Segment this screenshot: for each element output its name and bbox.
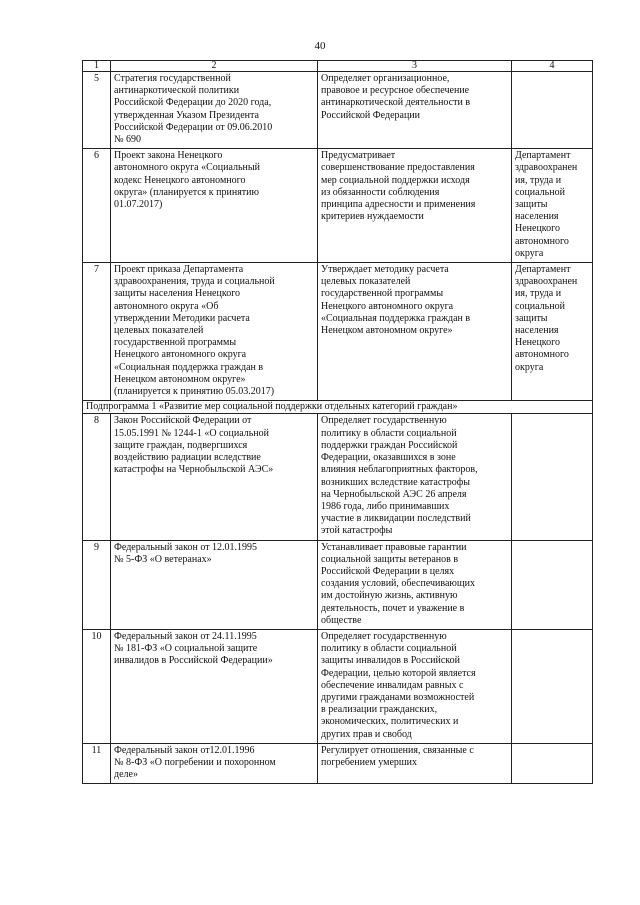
- row-number: 10: [83, 629, 111, 743]
- document-text: Проект приказа Департамента здравоохранения, труда и социальной защиты населения Ненецкого автономного округа «Об утверждении Методики расчета целевых показателей государственной программы Ненецкого автономного округа «Социальная поддержка граждан в Ненецком автономном округе» (планируется к принятию 05.03.2017): [114, 264, 275, 398]
- table-row: [83, 743, 593, 784]
- document-cell: [111, 743, 318, 784]
- purpose-text: Регулирует отношения, связанные с погребением умерших: [321, 744, 474, 768]
- responsible-cell: [512, 149, 593, 263]
- purpose-text: Определяет организационное, правовое и ресурсное обеспечение антинаркотической деятельности в Российской Федерации: [321, 73, 471, 121]
- purpose-cell: [318, 414, 512, 540]
- document-cell: [111, 149, 318, 263]
- document-cell: [111, 263, 318, 401]
- responsible-cell: [512, 72, 593, 149]
- table-row: [83, 540, 593, 629]
- table-row: [83, 629, 593, 743]
- document-text: Проект закона Ненецкого автономного округа «Социальный кодекс Ненецкого автономного округа» (планируется к принятию 01.07.2017): [114, 150, 260, 211]
- table-row: [83, 414, 593, 540]
- purpose-cell: [318, 540, 512, 629]
- purpose-cell: [318, 263, 512, 401]
- responsible-text: Департамент здравоохранен ия, труда и социальной защиты населения Ненецкого автономного округа: [515, 264, 578, 373]
- row-number: 8: [83, 414, 111, 540]
- responsible-cell: [512, 414, 593, 540]
- document-cell: [111, 72, 318, 149]
- purpose-cell: [318, 149, 512, 263]
- header-col-2: 2: [111, 61, 318, 72]
- document-cell: [111, 540, 318, 629]
- table-row: [83, 72, 593, 149]
- subprogram-title: Подпрограмма 1 «Развитие мер социальной поддержки отдельных категорий граждан»: [83, 401, 593, 414]
- document-text: Федеральный закон от 12.01.1995 № 5-ФЗ «О ветеранах»: [114, 541, 258, 565]
- document-text: Федеральный закон от 24.11.1995 № 181-ФЗ «О социальной защите инвалидов в Российской Федерации»: [114, 630, 273, 667]
- responsible-text: Департамент здравоохранен ия, труда и социальной защиты населения Ненецкого автономного округа: [515, 150, 578, 259]
- table-row: [83, 149, 593, 263]
- row-number: 6: [83, 149, 111, 263]
- document-text: Стратегия государственной антинаркотической политики Российской Федерации до 2020 года, утвержденная Указом Президента Российской Федерации от 09.06.2010 № 690: [114, 73, 273, 146]
- header-col-1: 1: [83, 61, 111, 72]
- purpose-text: Определяет государственную политику в области социальной поддержки граждан Российской Федерации, оказавшихся в зоне влияния неблагоприятных факторов, возникших вследствие катастрофы на Чернобыльской АЭС 26 апреля 1986 года, либо принимавших участие в ликвидации последствий этой катастрофы: [321, 415, 478, 537]
- row-number: 5: [83, 72, 111, 149]
- document-cell: [111, 629, 318, 743]
- table-row: [83, 263, 593, 401]
- document-cell: [111, 414, 318, 540]
- header-col-3: 3: [318, 61, 512, 72]
- purpose-cell: [318, 72, 512, 149]
- responsible-cell: [512, 743, 593, 784]
- regulatory-table: [82, 60, 593, 784]
- purpose-cell: [318, 629, 512, 743]
- responsible-cell: [512, 629, 593, 743]
- row-number: 7: [83, 263, 111, 401]
- purpose-text: Определяет государственную политику в области социальной защиты инвалидов в Российской Федерации, целью которой является обеспечение инвалидам равных с другими гражданами возможностей в реализации гражданских, экономических, политических и других прав и свобод: [321, 630, 476, 740]
- row-number: 11: [83, 743, 111, 784]
- responsible-cell: [512, 540, 593, 629]
- page-number: 40: [314, 40, 326, 52]
- responsible-cell: [512, 263, 593, 401]
- purpose-text: Утверждает методику расчета целевых показателей государственной программы Ненецкого автономного округа «Социальная поддержка граждан в Ненецком автономном округе»: [321, 264, 471, 337]
- purpose-text: Предусматривает совершенствование предоставления мер социальной поддержки исходя из обязанности соблюдения принципа адресности и применения критериев нуждаемости: [321, 150, 476, 223]
- row-number: 9: [83, 540, 111, 629]
- subprogram-row: [83, 401, 593, 414]
- document-text: Закон Российской Федерации от 15.05.1991 № 1244-1 «О социальной защите граждан, подвергшихся воздействию радиации вследствие катастрофы на Чернобыльской АЭС»: [114, 415, 274, 476]
- purpose-cell: [318, 743, 512, 784]
- document-text: Федеральный закон от12.01.1996 № 8-ФЗ «О погребении и похоронном деле»: [114, 744, 276, 781]
- purpose-text: Устанавливает правовые гарантии социальной защиты ветеранов в Российской Федерации в целях создания условий, обеспечивающих им достойную жизнь, активную деятельность, почет и уважение в обществе: [321, 541, 475, 626]
- header-col-4: 4: [512, 61, 593, 72]
- table-header-row: [83, 61, 593, 72]
